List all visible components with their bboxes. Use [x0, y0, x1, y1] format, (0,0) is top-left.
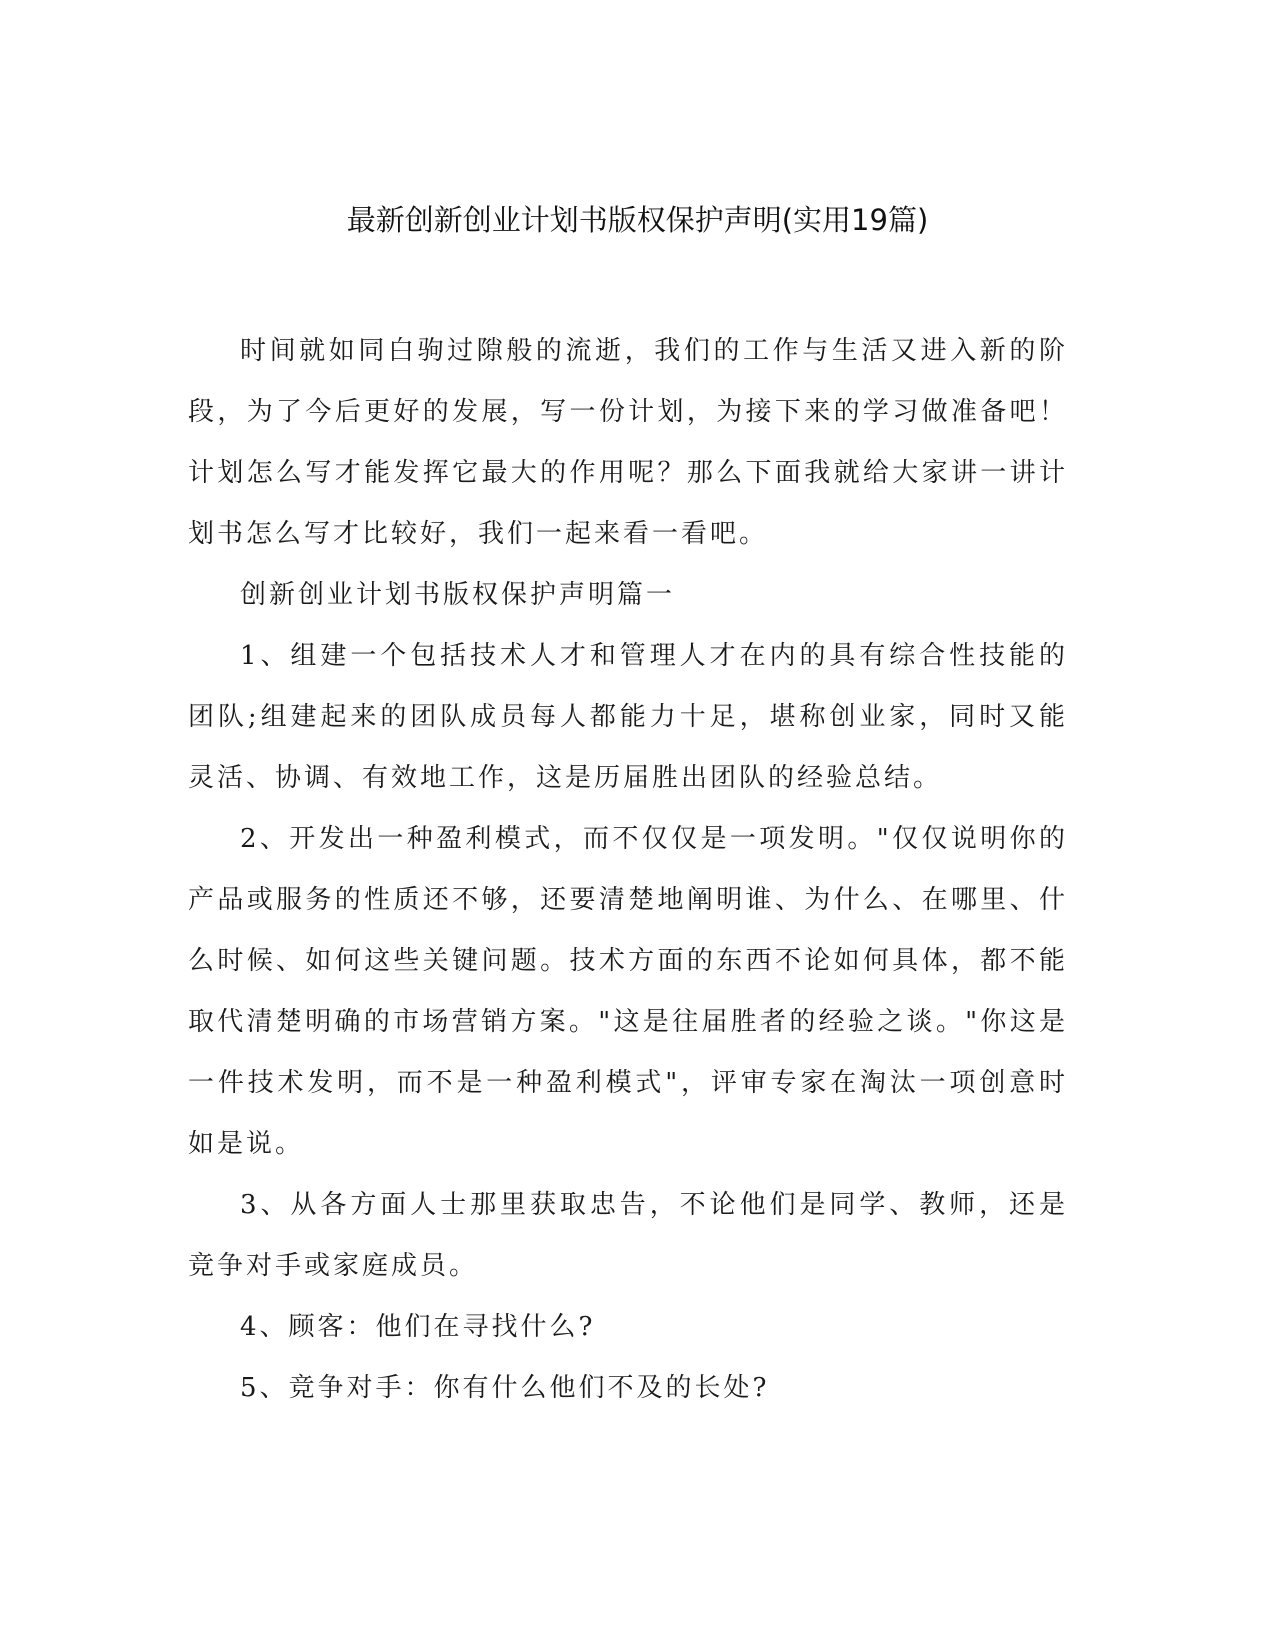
intro-paragraph: 时间就如同白驹过隙般的流逝，我们的工作与生活又进入新的阶段，为了今后更好的发展，写一份计划，为接下来的学习做准备吧！计划怎么写才能发挥它最大的作用呢？那么下面我就给大家讲一讲计划书怎么写才比较好，我们一起来看一看吧。 — [188, 336, 1068, 549]
section-heading: 创新创业计划书版权保护声明篇一 — [240, 580, 676, 610]
document-body — [188, 321, 1068, 1419]
list-item-5: 5、竞争对手：你有什么他们不及的长处? — [240, 1373, 770, 1403]
list-item-3: 3、从各方面人士那里获取忠告，不论他们是同学、教师，还是竞争对手或家庭成员。 — [188, 1190, 1068, 1281]
list-item-4: 4、顾客：他们在寻找什么? — [240, 1312, 596, 1342]
document-title: 最新创新创业计划书版权保护声明(实用19篇) — [346, 203, 929, 237]
list-item-2: 2、开发出一种盈利模式，而不仅仅是一项发明。"仅仅说明你的产品或服务的性质还不够，还要清楚地阐明谁、为什么、在哪里、什么时候、如何这些关键问题。技术方面的东西不论如何具体，都不能取代清楚明确的市场营销方案。"这是往届胜者的经验之谈。"你这是一件技术发明，而不是一种盈利模式"，评审专家在淘汰一项创意时如是说。 — [188, 824, 1068, 1159]
list-item-1: 1、组建一个包括技术人才和管理人才在内的具有综合性技能的团队;组建起来的团队成员每人都能力十足，堪称创业家，同时又能灵活、协调、有效地工作，这是历届胜出团队的经验总结。 — [188, 641, 1068, 793]
